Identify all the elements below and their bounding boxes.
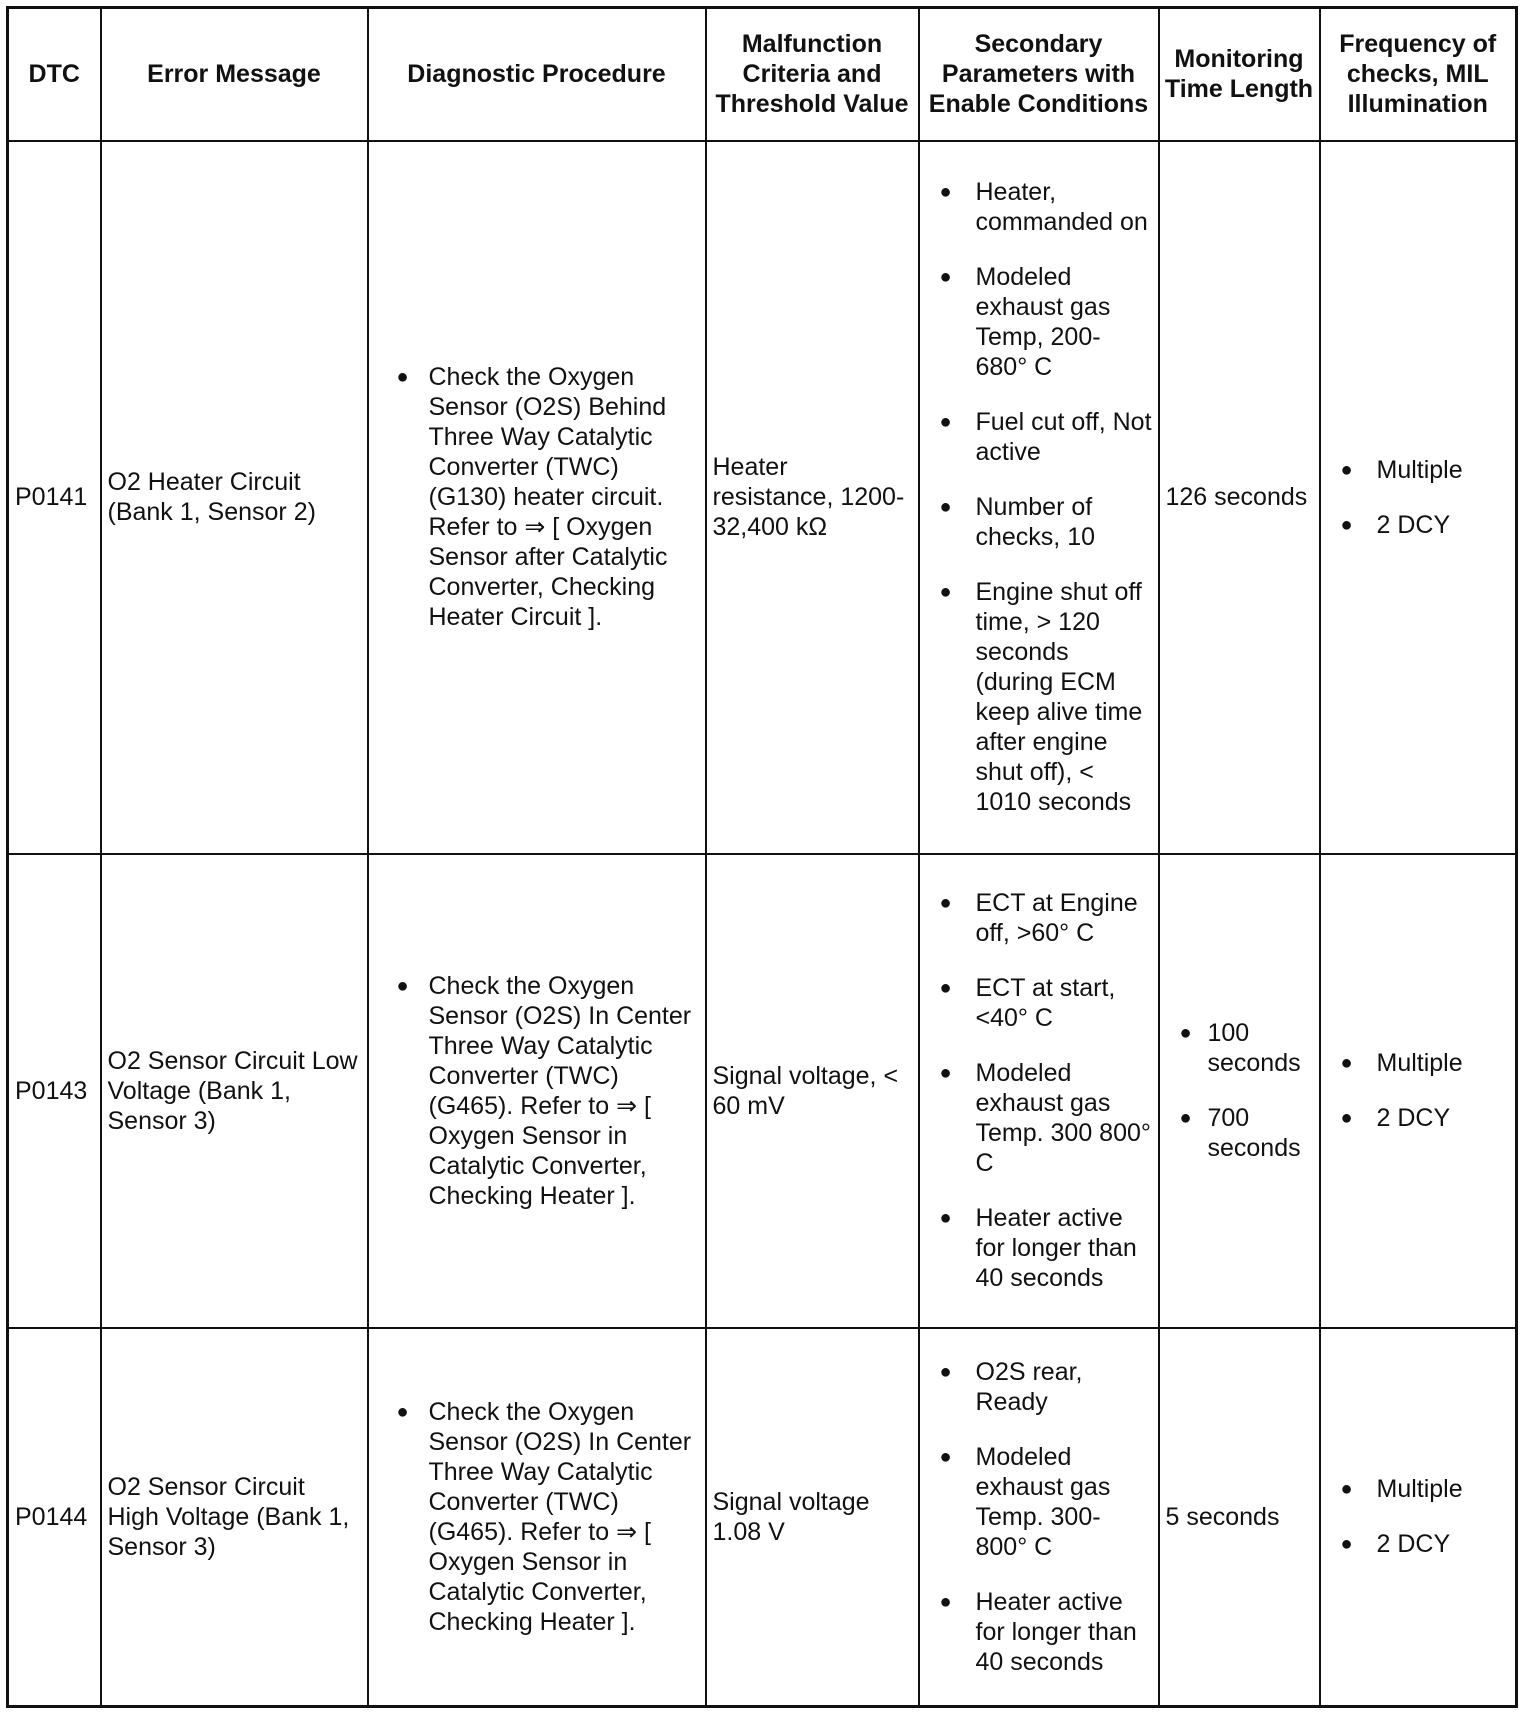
secondary-parameter-item: ● ECT at Engine off, >60° C xyxy=(926,888,1152,948)
dtc-code: P0143 xyxy=(8,854,101,1328)
error-message: O2 Sensor Circuit Low Voltage (Bank 1, Sensor 3) xyxy=(101,854,368,1328)
secondary-parameter-item: ● Modeled exhaust gas Temp, 200-680° C xyxy=(926,262,1152,382)
header-secondary-parameters: Secondary Parameters with Enable Conditions xyxy=(919,8,1159,141)
secondary-parameter-item: ● Modeled exhaust gas Temp. 300 800° C xyxy=(926,1058,1152,1178)
malfunction-criteria: Heater resistance, 1200-32,400 kΩ xyxy=(706,141,919,854)
secondary-parameter-item: ● Heater, commanded on xyxy=(926,177,1152,237)
dtc-code: P0141 xyxy=(8,141,101,854)
secondary-parameters xyxy=(919,141,1159,854)
frequency xyxy=(1320,141,1517,854)
table-header-row xyxy=(8,8,1517,141)
secondary-parameter-item: ● Modeled exhaust gas Temp. 300-800° C xyxy=(926,1442,1152,1562)
procedure-item: ● Check the Oxygen Sensor (O2S) In Center Three Way Catalytic Converter (TWC) (G465). Refer to ⇒ [ Oxygen Sensor in Catalytic Converter, Checking Heater ]. xyxy=(375,1397,699,1637)
frequency-item: ● 2 DCY xyxy=(1327,1103,1510,1133)
secondary-parameter-item: ● Fuel cut off, Not active xyxy=(926,407,1152,467)
table-row xyxy=(8,854,1517,1328)
secondary-parameter-item: ● Heater active for longer than 40 seconds xyxy=(926,1203,1152,1293)
table-row xyxy=(8,141,1517,854)
header-dtc: DTC xyxy=(8,8,101,141)
diagnostic-procedure xyxy=(368,141,706,854)
secondary-parameter-item: ● O2S rear, Ready xyxy=(926,1357,1152,1417)
dtc-code: P0144 xyxy=(8,1328,101,1707)
error-message: O2 Heater Circuit (Bank 1, Sensor 2) xyxy=(101,141,368,854)
secondary-parameter-item: ● Heater active for longer than 40 seconds xyxy=(926,1587,1152,1677)
header-diagnostic-procedure: Diagnostic Procedure xyxy=(368,8,706,141)
secondary-parameters xyxy=(919,854,1159,1328)
secondary-parameter-item: ● ECT at start, <40° C xyxy=(926,973,1152,1033)
secondary-parameter-item: ● Engine shut off time, > 120 seconds (during ECM keep alive time after engine shut off), < 1010 seconds xyxy=(926,577,1152,817)
frequency-item: ● Multiple xyxy=(1327,1474,1510,1504)
diagnostic-procedure xyxy=(368,854,706,1328)
frequency xyxy=(1320,1328,1517,1707)
frequency-item: ● Multiple xyxy=(1327,455,1510,485)
malfunction-criteria: Signal voltage 1.08 V xyxy=(706,1328,919,1707)
procedure-item: ● Check the Oxygen Sensor (O2S) Behind Three Way Catalytic Converter (TWC) (G130) heater circuit. Refer to ⇒ [ Oxygen Sensor after Catalytic Converter, Checking Heater Circuit ]. xyxy=(375,362,699,632)
header-error-message: Error Message xyxy=(101,8,368,141)
diagnostic-procedure xyxy=(368,1328,706,1707)
error-message: O2 Sensor Circuit High Voltage (Bank 1, Sensor 3) xyxy=(101,1328,368,1707)
secondary-parameters xyxy=(919,1328,1159,1707)
procedure-item: ● Check the Oxygen Sensor (O2S) In Center Three Way Catalytic Converter (TWC) (G465). Refer to ⇒ [ Oxygen Sensor in Catalytic Converter, Checking Heater ]. xyxy=(375,971,699,1211)
header-frequency: Frequency of checks, MIL Illumination xyxy=(1320,8,1517,141)
frequency xyxy=(1320,854,1517,1328)
table-row xyxy=(8,1328,1517,1707)
frequency-item: ● Multiple xyxy=(1327,1048,1510,1078)
monitoring-time: 5 seconds xyxy=(1159,1328,1320,1707)
frequency-item: ● 2 DCY xyxy=(1327,1529,1510,1559)
monitoring-time-item: ● 100 seconds xyxy=(1166,1018,1313,1078)
header-malfunction-criteria: Malfunction Criteria and Threshold Value xyxy=(706,8,919,141)
dtc-table xyxy=(6,6,1518,1708)
header-monitoring-time: Monitoring Time Length xyxy=(1159,8,1320,141)
malfunction-criteria: Signal voltage, < 60 mV xyxy=(706,854,919,1328)
secondary-parameter-item: ● Number of checks, 10 xyxy=(926,492,1152,552)
monitoring-time: 126 seconds xyxy=(1159,141,1320,854)
monitoring-time-item: ● 700 seconds xyxy=(1166,1103,1313,1163)
frequency-item: ● 2 DCY xyxy=(1327,510,1510,540)
monitoring-time xyxy=(1159,854,1320,1328)
